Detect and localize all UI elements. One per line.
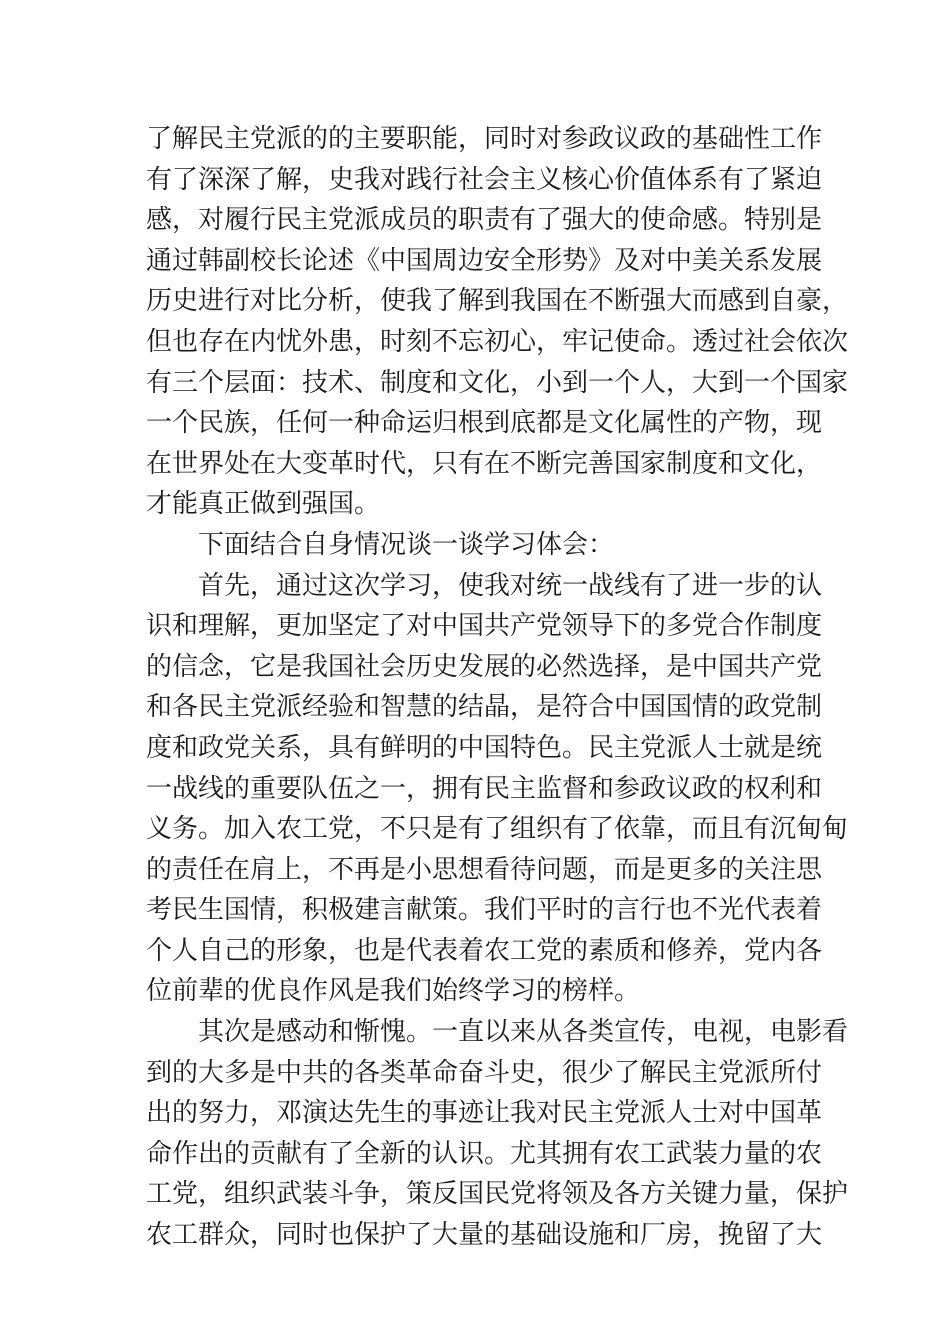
text-line: 的信念，它是我国社会历史发展的必然选择，是中国共产党 xyxy=(146,651,823,682)
paragraph-intro xyxy=(146,119,849,525)
text-line: 感，对履行民主党派成员的职责有了强大的使命感。特别是 xyxy=(146,205,823,236)
text-line: 位前辈的优良作风是我们始终学习的榜样。 xyxy=(146,976,641,1007)
text-line: 下面结合自身情况谈一谈学习体会： xyxy=(198,529,615,560)
text-line: 识和理解，更加坚定了对中国共产党领导下的多党合作制度 xyxy=(146,611,823,642)
text-line: 但也存在内忧外患，时刻不忘初心，牢记使命。透过社会依次 xyxy=(146,326,849,357)
document-body xyxy=(146,119,849,1256)
text-line: 到的大多是中共的各类革命奋斗史，很少了解民主党派所付 xyxy=(146,1057,823,1088)
text-line: 义务。加入农工党，不只是有了组织有了依靠，而且有沉甸甸 xyxy=(146,814,849,845)
text-line: 了解民主党派的的主要职能，同时对参政议政的基础性工作 xyxy=(146,124,823,154)
text-line: 有了深深了解，史我对践行社会主义核心价值体系有了紧迫 xyxy=(146,164,823,195)
text-line: 一个民族，任何一种命运归根到底都是文化属性的产物，现 xyxy=(146,408,823,439)
text-line: 历史进行对比分析，使我了解到我国在不断强大而感到自豪， xyxy=(146,286,849,317)
text-line: 通过韩副校长论述《中国周边安全形势》及对中美关系发展 xyxy=(146,245,823,276)
text-line: 首先，通过这次学习，使我对统一战线有了进一步的认 xyxy=(198,570,823,601)
text-line: 一战线的重要队伍之一，拥有民主监督和参政议政的权利和 xyxy=(146,773,823,804)
text-line: 的责任在肩上，不再是小思想看待问题，而是更多的关注思 xyxy=(146,854,823,885)
text-line: 和各民主党派经验和智慧的结晶，是符合中国国情的政党制 xyxy=(146,692,823,723)
text-line: 命作出的贡献有了全新的认识。尤其拥有农工武装力量的农 xyxy=(146,1138,823,1169)
text-line: 工党，组织武装斗争，策反国民党将领及各方关键力量，保护 xyxy=(146,1179,849,1210)
text-line: 才能真正做到强国。 xyxy=(146,489,381,520)
text-line: 有三个层面：技术、制度和文化，小到一个人，大到一个国家 xyxy=(146,367,849,398)
text-line: 度和政党关系，具有鲜明的中国特色。民主党派人士就是统 xyxy=(146,732,823,763)
text-line: 农工群众，同时也保护了大量的基础设施和厂房，挽留了大 xyxy=(146,1220,823,1251)
paragraph-first-point xyxy=(146,566,849,1013)
text-line: 出的努力，邓演达先生的事迹让我对民主党派人士对中国革 xyxy=(146,1098,823,1129)
text-line: 在世界处在大变革时代，只有在不断完善国家制度和文化， xyxy=(146,448,823,479)
text-line: 其次是感动和惭愧。一直以来从各类宣传，电视，电影看 xyxy=(198,1017,849,1048)
paragraph-second-point xyxy=(146,1012,849,1256)
paragraph-transition xyxy=(146,525,816,566)
text-line: 个人自己的形象，也是代表着农工党的素质和修养，党内各 xyxy=(146,935,823,966)
text-line: 考民生国情，积极建言献策。我们平时的言行也不光代表着 xyxy=(146,895,823,926)
